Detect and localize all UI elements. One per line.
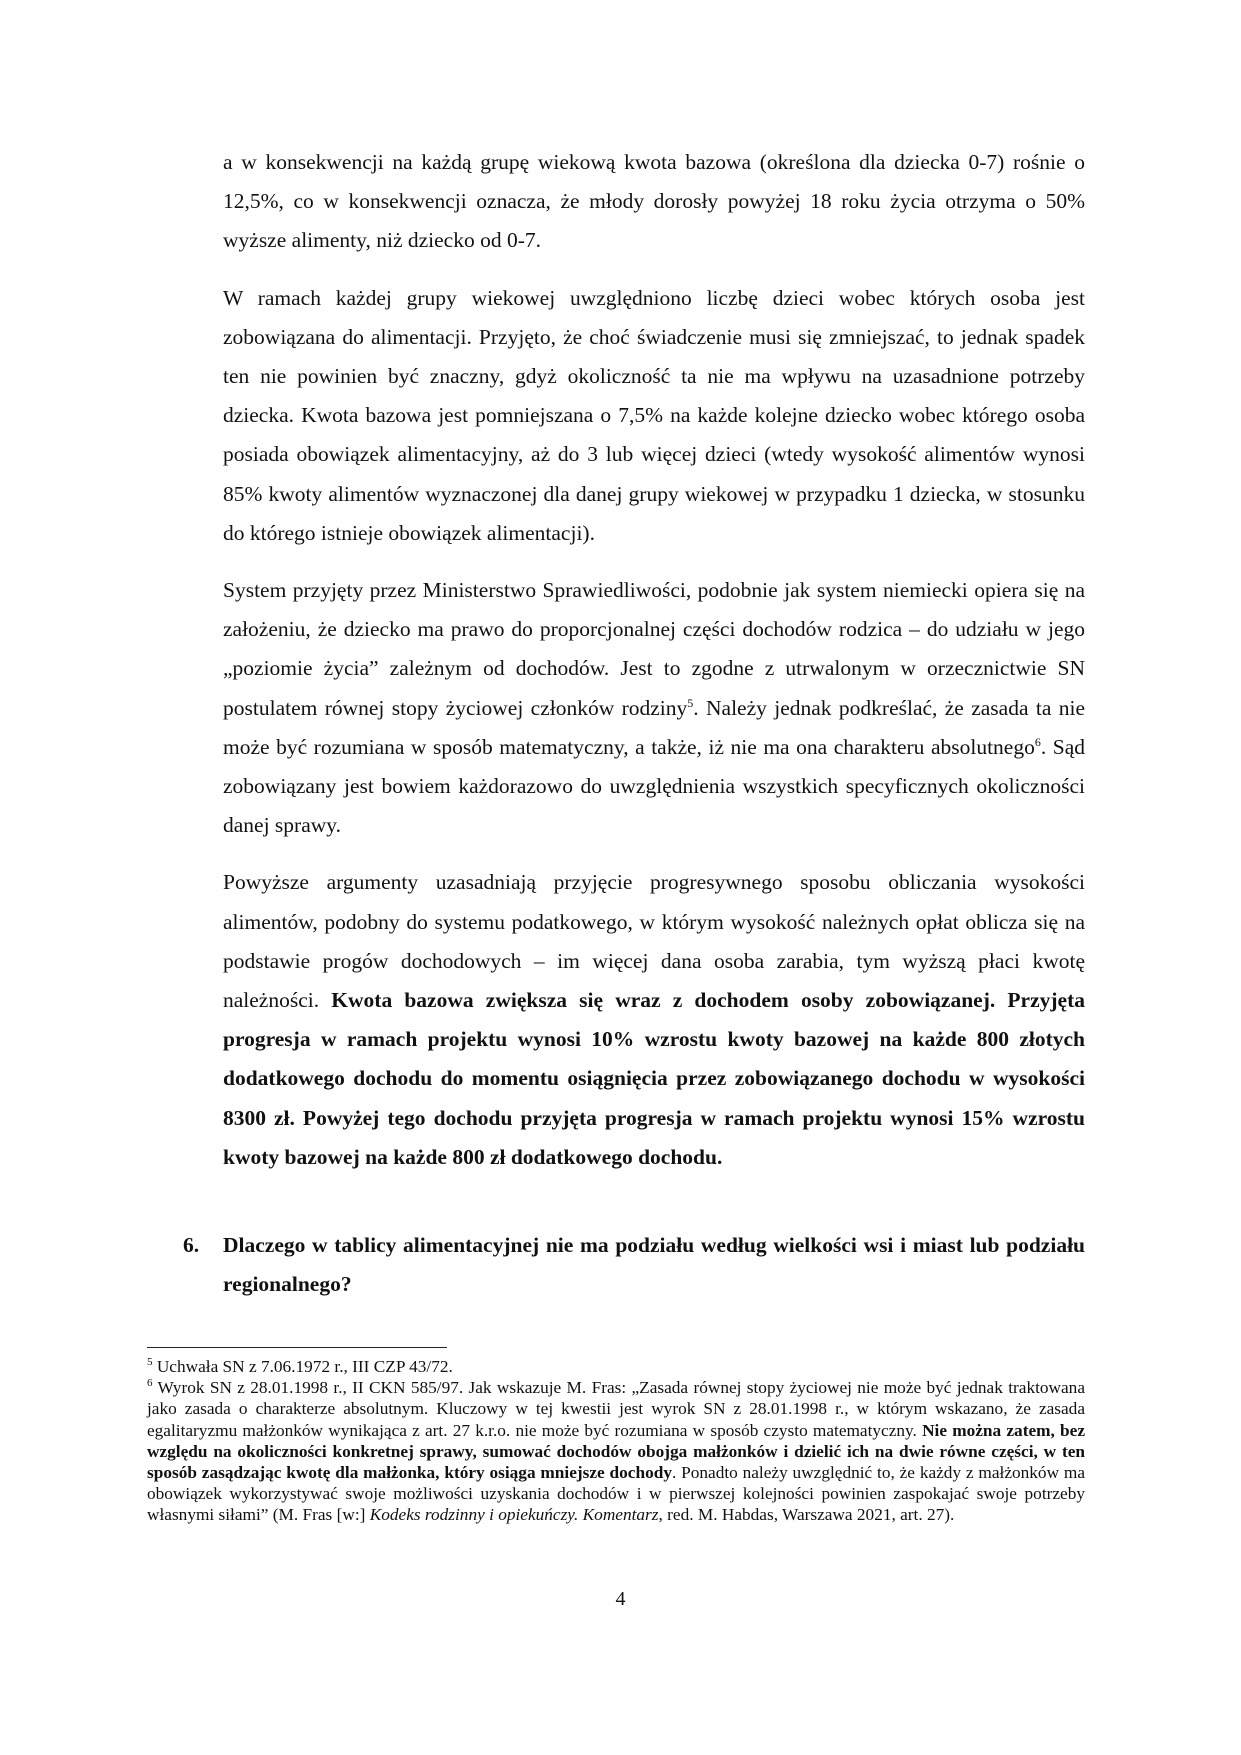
footnote-italic-title: Kodeks rodzinny i opiekuńczy. Komentarz — [369, 1505, 659, 1525]
paragraph-age-groups: a w konsekwencji na każdą grupę wiekową kwota bazowa (określona dla dziecka 0-7) rośnie o 12,5%, co w konsekwencji oznacza, że młody dorosły powyżej 18 roku życia otrzyma o 50% wyższe alimenty, niż dziecko od 0-7. — [223, 150, 1085, 253]
footnote-ref-6[interactable]: 6 — [1034, 734, 1041, 749]
footnote-separator — [147, 1347, 447, 1348]
section-heading — [183, 1226, 1085, 1304]
bold-progression-rule: Kwota bazowa zwiększa się wraz z dochodem osoby zobowiązanej. Przyjęta progresja w ramach projektu wynosi 10% wzrostu kwoty bazowej na każde 800 złotych dodatkowego dochodu do momentu osiągnięcia przez zobowiązanego dochodu w wysokości 8300 zł. Powyżej tego dochodu przyjęta progresja w ramach projektu wynosi 15% wzrostu kwoty bazowej na każde 800 zł dodatkowego dochodu. — [223, 988, 1085, 1169]
footnote-ref-5[interactable]: 5 — [687, 695, 694, 710]
page-number: 4 — [615, 1588, 626, 1610]
heading-number: 6. — [183, 1233, 200, 1257]
footnote-bold-quote: Nie można zatem, bez względu na okoliczności konkretnej sprawy, sumować dochodów obojga małżonków i dzielić ich na dwie równe części, w ten sposób zasądzając kwotę dla małżonka, który osiąga mniejsze dochody — [147, 1420, 1085, 1483]
footnote-mark: 5 — [147, 1356, 153, 1369]
footnote-5: $^5$ Uchwała SN z 7.06.1972 r., III CZP 43/72. — [147, 1356, 453, 1376]
paragraph-progression: Powyższe argumenty uzasadniają przyjęcie progresywnego sposobu obliczania wysokości alimentów, podobny do systemu podatkowego, w którym wysokość należnych opłat oblicza się na podstawie progów dochodowych – im więcej dana osoba zarabia, tym wyższą płaci kwotę należności. Kwota bazowa zwiększa się wraz z dochodem osoby zobowiązanej. Przyjęta progresja w ramach projektu wynosi 10% wzrostu kwoty bazowej na każde 800 złotych dodatkowego dochodu do momentu osiągnięcia przez zobowiązanego dochodu w wysokości 8300 zł. Powyżej tego dochodu przyjęta progresja w ramach projektu wynosi 15% wzrostu kwoty bazowej na każde 800 zł dodatkowego dochodu. — [223, 870, 1085, 1169]
paragraph-ministry-system: System przyjęty przez Ministerstwo Sprawiedliwości, podobnie jak system niemiecki opiera się na założeniu, że dziecko ma prawo do proporcjonalnej części dochodów rodzica – do udziału w jego „poziomie życia” zależnym od dochodów. Jest to zgodne z utrwalonym w orzecznictwie SN postulatem równej stopy życiowej członków rodziny$^5$. Należy jednak podkreślać, że zasada ta nie może być rozumiana w sposób matematyczny, a także, iż nie ma ona charakteru absolutnego$^6$. Sąd zobowiązany jest bowiem każdorazowo do uwzględnienia wszystkich specyficznych okoliczności danej sprawy. — [223, 578, 1086, 838]
footnotes — [147, 1356, 1085, 1526]
body-text — [223, 143, 1085, 1195]
footnote-mark: 6 — [147, 1377, 153, 1390]
paragraph-number-of-children: W ramach każdej grupy wiekowej uwzględniono liczbę dzieci wobec których osoba jest zobowiązana do alimentacji. Przyjęto, że choć świadczenie musi się zmniejszać, to jednak spadek ten nie powinien być znaczny, gdyż okoliczność ta nie ma wpływu na uzasadnione potrzeby dziecka. Kwota bazowa jest pomniejszana o 7,5% na każde kolejne dziecko wobec którego osoba posiada obowiązek alimentacyjny, aż do 3 lub więcej dzieci (wtedy wysokość alimentów wynosi 85% kwoty alimentów wyznaczonej dla danej grupy wiekowej w przypadku 1 dziecka, w stosunku do którego istnieje obowiązek alimentacji). — [223, 285, 1085, 545]
heading-text: Dlaczego w tablicy alimentacyjnej nie ma podziału według wielkości wsi i miast lub podziału regionalnego? — [223, 1233, 1085, 1297]
footnote-6: $^6$ Wyrok SN z 28.01.1998 r., II CKN 585/97. Jak wskazuje M. Fras: „Zasada równej stopy życiowej nie może być jednak traktowana jako zasada o charakterze absolutnym. Kluczowy w tej kwestii jest wyrok SN z 28.01.1998 r., w którym wskazano, że zasada egalitaryzmu małżonków wynikająca z art. 27 k.r.o. nie może być rozumiana w sposób czysto matematyczny. Nie można zatem, bez względu na okoliczności konkretnej sprawy, sumować dochodów obojga małżonków i dzielić ich na dwie równe części, w ten sposób zasądzając kwotę dla małżonka, który osiąga mniejsze dochody. Ponadto należy uwzględnić to, że każdy z małżonków ma obowiązek wykorzystywać swoje możliwości uzyskania dochodów i w pierwszej kolejności powinien zaspokajać swoje potrzeby własnymi siłami” (M. Fras [w:] Kodeks rodzinny i opiekuńczy. Komentarz, red. M. Habdas, Warszawa 2021, art. 27). — [147, 1377, 1085, 1525]
